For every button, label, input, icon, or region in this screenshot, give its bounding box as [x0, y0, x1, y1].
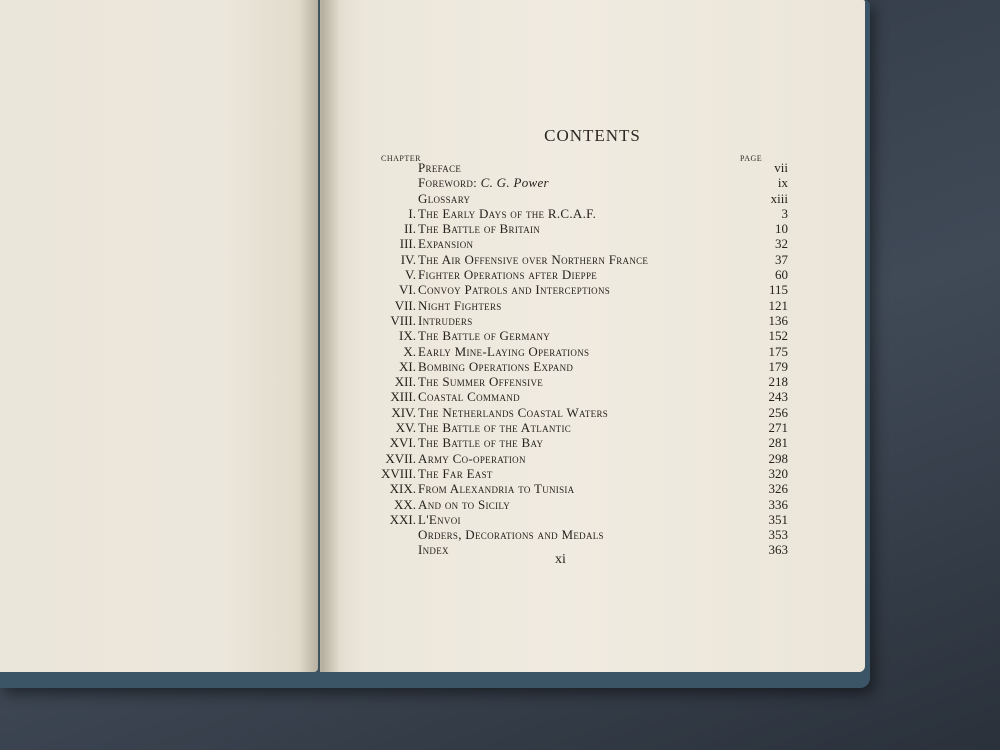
chapter-title [418, 344, 589, 359]
page-number: 37 [775, 251, 788, 267]
page-number: 353 [768, 527, 788, 543]
chapter-title [418, 389, 520, 404]
toc-entry [300, 252, 800, 267]
left-page [0, 0, 318, 672]
chapter-title [418, 542, 449, 557]
toc-entry [300, 389, 800, 404]
chapter-title [418, 267, 597, 282]
chapter-title [418, 298, 502, 313]
chapter-title-text: Expansion [418, 236, 474, 252]
chapter-number: XII. [394, 374, 416, 390]
chapter-title [418, 328, 550, 343]
page-number: 10 [775, 221, 788, 237]
chapter-title-text: Fighter Operations after Dieppe [418, 267, 598, 283]
chapter-number: XIX. [389, 481, 416, 497]
toc-entry [300, 160, 800, 175]
chapter-title-text: And on to Sicily [418, 496, 511, 512]
page-number: ix [777, 175, 788, 191]
chapter-title-text: Index [418, 542, 449, 558]
toc-entry [300, 328, 800, 343]
chapter-title [418, 206, 596, 221]
chapter-title [418, 374, 543, 389]
toc-entry [300, 175, 800, 190]
chapter-number: XIII. [390, 389, 416, 405]
chapter-number: XX. [393, 496, 416, 512]
toc-entry [300, 374, 800, 389]
toc-entry [300, 512, 800, 527]
chapter-title [418, 191, 470, 206]
chapter-title-text: The Far East [418, 465, 493, 481]
chapter-title [418, 252, 648, 267]
chapter-title-text: The Air Offensive over Northern France [418, 251, 649, 267]
page-number: 363 [768, 542, 788, 558]
toc-entry [300, 267, 800, 282]
page-number: xiii [770, 190, 788, 206]
page-number: 243 [768, 389, 788, 405]
page-number: 115 [768, 282, 788, 298]
chapter-title [418, 160, 461, 175]
page-number: 60 [775, 267, 788, 283]
page-number: 32 [775, 236, 788, 252]
chapter-title-text: Orders, Decorations and Medals [418, 527, 604, 543]
page-number: 281 [768, 435, 788, 451]
chapter-number: XI. [399, 358, 416, 374]
chapter-title-text: From Alexandria to Tunisia [418, 481, 575, 497]
chapter-number: I. [408, 205, 416, 221]
chapter-column-label: CHAPTER [381, 154, 421, 163]
chapter-number: X. [403, 343, 416, 359]
chapter-title [418, 527, 604, 542]
chapter-title-text: Coastal Command [418, 389, 520, 405]
toc-entry [300, 420, 800, 435]
chapter-number: XXI. [389, 511, 416, 527]
chapter-title-text: The Battle of Germany [418, 328, 551, 344]
chapter-title-text: Night Fighters [418, 297, 502, 313]
page-number: 218 [768, 374, 788, 390]
chapter-number: VIII. [390, 312, 416, 328]
page-number: 175 [768, 343, 788, 359]
page-number: 152 [768, 328, 788, 344]
chapter-title [418, 221, 540, 236]
chapter-number: XVII. [385, 450, 416, 466]
chapter-number: VII. [394, 297, 416, 313]
chapter-title-text: The Battle of Britain [418, 221, 541, 237]
toc-entry [300, 405, 800, 420]
page-number: vii [774, 160, 788, 175]
chapter-title-text: Foreword: [418, 175, 481, 191]
chapter-title-text: The Early Days of the R.C.A.F. [418, 205, 597, 221]
chapter-number: XVIII. [380, 465, 416, 481]
toc-entry [300, 497, 800, 512]
chapter-title-author: C. G. Power [480, 175, 549, 191]
chapter-title [418, 359, 573, 374]
toc-entry [300, 359, 800, 374]
chapter-title-text: Army Co-operation [418, 450, 526, 466]
toc-entry [300, 466, 800, 481]
chapter-number: XV. [395, 420, 416, 436]
chapter-title-text: Early Mine-Laying Operations [418, 343, 590, 359]
chapter-number: III. [399, 236, 416, 252]
toc-entry [300, 236, 800, 251]
toc-entry [300, 206, 800, 221]
toc-entry [300, 298, 800, 313]
chapter-title-text: Intruders [418, 312, 473, 328]
chapter-title-text: The Battle of the Atlantic [418, 420, 572, 436]
chapter-title-text: Convoy Patrols and Interceptions [418, 282, 611, 298]
toc-entry [300, 191, 800, 206]
toc-entry [300, 527, 800, 542]
toc-entry [300, 344, 800, 359]
chapter-title-text: L'Envoi [418, 511, 461, 527]
page-column-label: PAGE [740, 154, 763, 163]
page-number: 121 [768, 297, 788, 313]
chapter-title [418, 313, 473, 328]
toc-entry [300, 481, 800, 496]
chapter-title [418, 481, 575, 496]
chapter-title-text: Preface [418, 160, 462, 175]
chapter-title [418, 497, 510, 512]
chapter-number: V. [405, 267, 416, 283]
toc-entry [300, 221, 800, 236]
chapter-title [418, 282, 610, 297]
page-number: 351 [768, 511, 788, 527]
chapter-title [418, 405, 608, 420]
toc-entry [300, 542, 800, 557]
chapter-number: IV. [400, 251, 416, 267]
page-number: 3 [781, 205, 788, 221]
toc-entry [300, 435, 800, 450]
page-number: 256 [768, 404, 788, 420]
chapter-title [418, 512, 461, 527]
toc-entry [300, 313, 800, 328]
chapter-title [418, 420, 571, 435]
page-number: 179 [768, 358, 788, 374]
chapter-title [418, 451, 526, 466]
chapter-number: XIV. [391, 404, 416, 420]
table-of-contents [300, 160, 800, 558]
chapter-title-text: The Summer Offensive [418, 374, 544, 390]
chapter-title-text: Glossary [418, 190, 471, 206]
page-number: 136 [768, 312, 788, 328]
chapter-number: VI. [399, 282, 416, 298]
chapter-title-text: The Netherlands Coastal Waters [418, 404, 609, 420]
page-folio: xi [555, 552, 566, 567]
chapter-title [418, 435, 543, 450]
chapter-number: IX. [399, 328, 416, 344]
chapter-title-text: Bombing Operations Expand [418, 358, 574, 374]
page-number: 271 [768, 420, 788, 436]
page-number: 298 [768, 450, 788, 466]
chapter-title-text: The Battle of the Bay [418, 435, 544, 451]
page-number: 326 [768, 481, 788, 497]
contents-heading: CONTENTS [544, 126, 641, 145]
page-number: 320 [768, 465, 788, 481]
chapter-title [418, 175, 549, 190]
chapter-title [418, 236, 473, 251]
toc-entry [300, 451, 800, 466]
toc-entry [300, 282, 800, 297]
chapter-number: XVI. [389, 435, 416, 451]
chapter-title [418, 466, 493, 481]
page-number: 336 [768, 496, 788, 512]
chapter-number: II. [404, 221, 416, 237]
